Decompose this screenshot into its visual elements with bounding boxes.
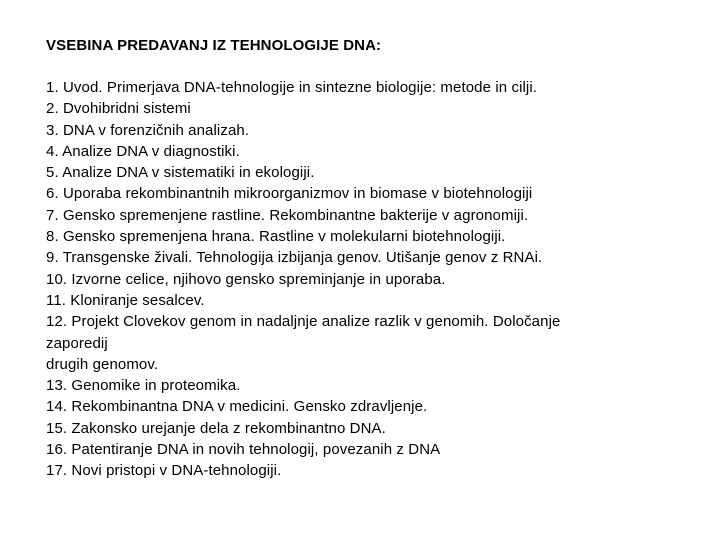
list-item — [46, 290, 696, 311]
list-item-line: 14. Rekombinantna DNA v medicini. Gensko zdravljenje. — [46, 398, 428, 416]
page-title: VSEBINA PREDAVANJ IZ TEHNOLOGIJE DNA: — [46, 37, 382, 54]
list-item-line: 6. Uporaba rekombinantnih mikroorganizmov in biomase v biotehnologiji — [46, 185, 533, 203]
list-item-line: 17. Novi pristopi v DNA-tehnologiji. — [46, 462, 282, 480]
list-item-line: 11. Kloniranje sesalcev. — [46, 291, 205, 309]
list-item-line: 1. Uvod. Primerjava DNA-tehnologije in sintezne biologije: metode in cilji. — [46, 79, 538, 96]
list-item — [46, 247, 696, 268]
list-item — [46, 418, 696, 439]
list-item-line: 13. Genomike in proteomika. — [46, 377, 241, 395]
list-item-line: 7. Gensko spremenjene rastline. Rekombinantne bakterije v agronomiji. — [46, 206, 529, 224]
list-item-line: 4. Analize DNA v diagnostiki. — [46, 142, 240, 160]
list-item — [46, 120, 696, 141]
list-item — [46, 141, 696, 162]
list-item — [46, 205, 696, 226]
list-item — [46, 98, 696, 119]
list-item-line: 2. Dvohibridni sistemi — [46, 100, 191, 118]
list-item — [46, 269, 696, 290]
list-item — [46, 439, 696, 460]
list-item — [46, 311, 696, 375]
list-item — [46, 375, 696, 396]
list-item-line: 15. Zakonsko urejanje dela z rekombinantno DNA. — [46, 419, 386, 437]
list-item — [46, 77, 696, 98]
list-item — [46, 396, 696, 417]
list-item — [46, 162, 696, 183]
list-item — [46, 183, 696, 204]
list-item — [46, 460, 696, 481]
list-item-line: drugih genomov. — [46, 355, 159, 373]
list-item-line: 10. Izvorne celice, njihovo gensko spreminjanje in uporaba. — [46, 270, 446, 288]
list-item-line: 16. Patentiranje DNA in novih tehnologij, povezanih z DNA — [46, 441, 441, 459]
list-item-line: 5. Analize DNA v sistematiki in ekologiji. — [46, 164, 315, 182]
lecture-topics-list — [46, 77, 696, 482]
slide-content — [46, 35, 696, 482]
list-item-line: 12. Projekt Clovekov genom in nadaljnje analize razlik v genomih. Določanje — [46, 313, 561, 331]
list-item-line: zaporedij — [46, 334, 108, 352]
list-item-line: 8. Gensko spremenjena hrana. Rastline v molekularni biotehnologiji. — [46, 228, 506, 246]
list-item-line: 3. DNA v forenzičnih analizah. — [46, 121, 250, 139]
list-item — [46, 226, 696, 247]
list-item-line: 9. Transgenske živali. Tehnologija izbijanja genov. Utišanje genov z RNAi. — [46, 249, 543, 267]
